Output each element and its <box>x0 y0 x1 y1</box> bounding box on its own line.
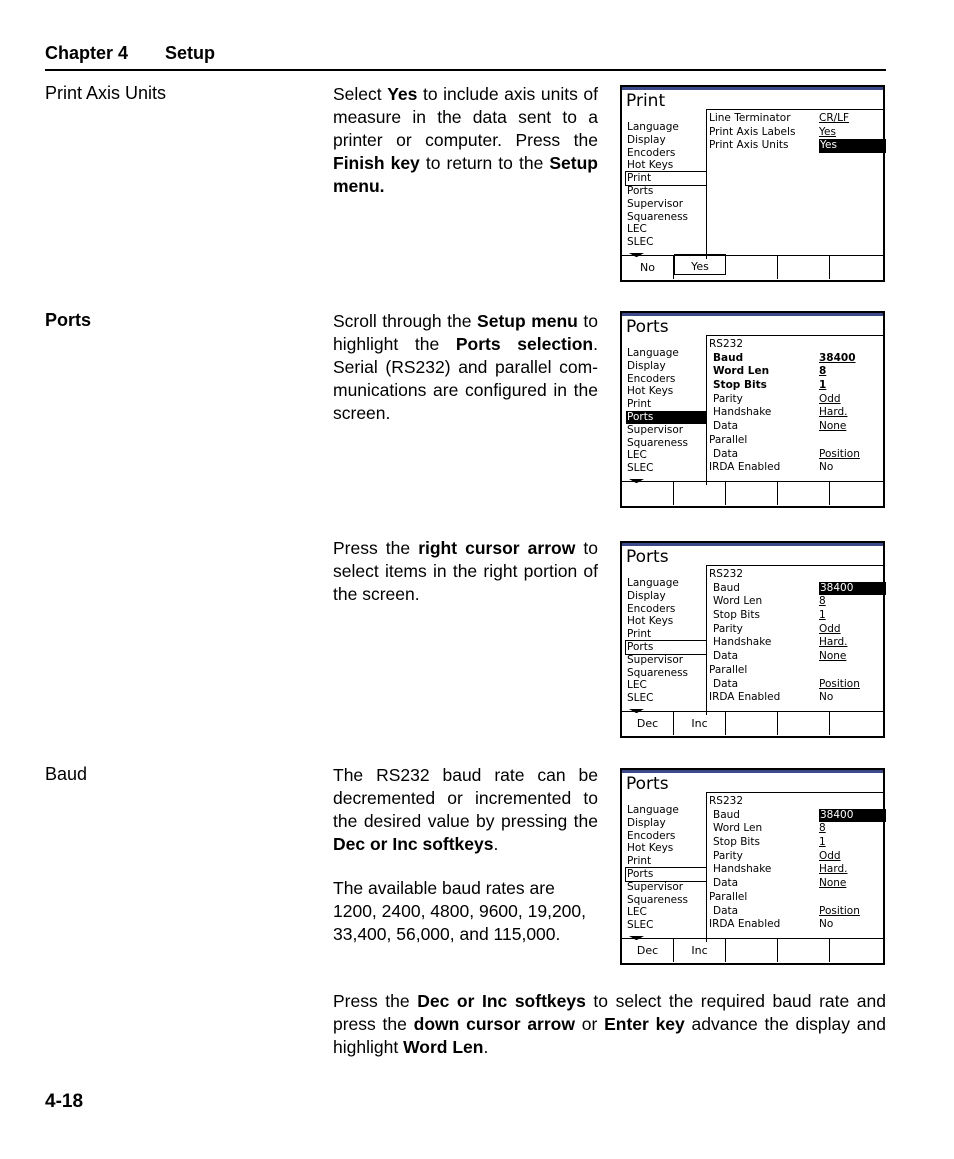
menu-item-language[interactable]: Language <box>627 577 679 589</box>
emphasis: Setup menu. <box>333 153 598 196</box>
menu-item-squareness[interactable]: Squareness <box>627 436 689 449</box>
dro-screen-2 <box>620 311 885 508</box>
emphasis: Ports selection <box>455 334 594 354</box>
menu-item-lec[interactable]: LEC <box>627 223 647 236</box>
setting-row[interactable] <box>709 582 879 596</box>
menu-item-lec[interactable]: LEC <box>627 449 647 462</box>
setting-label: Word Len <box>713 822 763 835</box>
menu-item-squareness[interactable]: Squareness <box>627 210 689 223</box>
emphasis: Dec or Inc softkeys <box>333 834 494 854</box>
divider <box>706 109 883 110</box>
setting-label: Word Len <box>713 365 770 378</box>
setting-label: Baud <box>713 351 744 364</box>
setting-value[interactable]: 8 <box>819 595 826 608</box>
setting-label: Word Len <box>713 595 763 608</box>
setting-row[interactable] <box>709 664 879 678</box>
softkey-dec[interactable]: Dec <box>622 939 674 962</box>
dro-screen-1 <box>620 85 885 282</box>
menu-item-hot-keys[interactable]: Hot Keys <box>627 615 674 628</box>
divider <box>706 565 883 566</box>
softkey-blank[interactable] <box>830 939 883 962</box>
settings-list <box>709 112 879 153</box>
softkey-blank[interactable] <box>726 939 778 962</box>
setting-row[interactable] <box>709 822 879 836</box>
setting-value[interactable]: 1 <box>819 836 826 849</box>
menu-item-hot-keys[interactable]: Hot Keys <box>627 385 674 398</box>
setting-label: IRDA Enabled <box>709 461 781 474</box>
menu-item-language[interactable]: Language <box>627 804 679 816</box>
setting-label: Print Axis Labels <box>709 125 796 138</box>
menu-item-print[interactable]: Print <box>626 172 706 185</box>
setting-label: Data <box>713 904 739 917</box>
emphasis: Finish key <box>333 153 420 173</box>
setting-value[interactable]: Yes <box>819 139 886 153</box>
setting-value[interactable]: Position <box>819 904 860 917</box>
setting-label: Parallel <box>709 890 748 903</box>
setting-value[interactable]: 8 <box>819 365 827 378</box>
softkey-blank[interactable] <box>674 482 726 505</box>
setting-row[interactable] <box>709 112 879 126</box>
softkey-blank[interactable] <box>778 256 830 279</box>
setting-row[interactable] <box>709 126 879 140</box>
menu-item-display[interactable]: Display <box>627 589 666 602</box>
page-number: 4-18 <box>45 1091 84 1112</box>
setting-row[interactable] <box>709 636 879 650</box>
setting-label: Parallel <box>709 433 748 446</box>
setting-value[interactable]: 1 <box>819 609 826 622</box>
setup-menu <box>626 577 706 726</box>
menu-item-slec[interactable]: SLEC <box>627 236 654 249</box>
setting-row[interactable] <box>709 918 879 932</box>
softkey-yes[interactable]: Yes <box>674 254 726 275</box>
setting-value[interactable]: 8 <box>819 822 826 835</box>
setting-row[interactable] <box>709 863 879 877</box>
menu-item-language[interactable]: Language <box>627 347 679 359</box>
setting-label: Stop Bits <box>713 836 760 849</box>
setting-row[interactable] <box>709 420 879 434</box>
setting-label: RS232 <box>709 568 744 580</box>
menu-item-squareness[interactable]: Squareness <box>627 893 689 906</box>
menu-item-print[interactable]: Print <box>627 398 652 411</box>
page-header <box>45 42 886 71</box>
menu-item-encoders[interactable]: Encoders <box>627 146 676 159</box>
setting-row[interactable] <box>709 461 879 475</box>
softkey-blank[interactable] <box>830 482 883 505</box>
setting-row[interactable] <box>709 609 879 623</box>
section-title: Setup <box>165 43 216 63</box>
screen-topbar <box>622 543 883 546</box>
menu-item-lec[interactable]: LEC <box>627 679 647 692</box>
setting-value[interactable]: Odd <box>819 622 841 635</box>
emphasis: Setup menu <box>477 311 578 331</box>
menu-item-ports[interactable]: Ports <box>626 411 707 424</box>
softkey-blank[interactable] <box>778 712 830 735</box>
label-ports: Ports <box>45 310 92 330</box>
setting-value[interactable]: None <box>819 420 847 433</box>
softkey-blank[interactable] <box>726 712 778 735</box>
setting-row[interactable] <box>709 338 879 352</box>
setting-row[interactable] <box>709 891 879 905</box>
menu-item-ports[interactable]: Ports <box>626 641 706 654</box>
emphasis: down cursor arrow <box>413 1014 575 1034</box>
softkey-no[interactable]: No <box>622 256 674 279</box>
setting-label: Handshake <box>713 636 772 649</box>
menu-item-display[interactable]: Display <box>627 133 666 146</box>
emphasis: Dec or Inc softkeys <box>417 991 586 1011</box>
para-print-axis-units: Select Yes to include axis units of measure in the data sent to a printer or computer. Press the Finish key to return to the Setup menu. <box>333 84 599 196</box>
setup-menu <box>626 347 706 496</box>
label-baud: Baud <box>45 764 88 784</box>
menu-item-hot-keys[interactable]: Hot Keys <box>627 159 674 172</box>
softkey-bar <box>622 938 883 963</box>
setting-label: Line Terminator <box>709 112 791 124</box>
setting-value[interactable]: Yes <box>819 125 836 138</box>
emphasis: Yes <box>387 84 418 104</box>
divider <box>706 109 707 259</box>
screen-topbar <box>622 770 883 773</box>
softkey-inc[interactable]: Inc <box>674 939 726 962</box>
emphasis: right cursor arrow <box>418 538 576 558</box>
menu-item-supervisor[interactable]: Supervisor <box>627 197 684 210</box>
chapter-label: Chapter 4 <box>45 43 129 63</box>
settings-list <box>709 568 879 705</box>
setting-value[interactable]: Hard. <box>819 863 848 876</box>
menu-item-encoders[interactable]: Encoders <box>627 829 676 842</box>
setting-row[interactable] <box>709 379 879 393</box>
emphasis: Word Len <box>403 1037 484 1057</box>
menu-item-display[interactable]: Display <box>627 816 666 829</box>
menu-item-supervisor[interactable]: Supervisor <box>627 423 684 436</box>
softkey-dec[interactable]: Dec <box>622 712 674 735</box>
screen-title: Ports <box>626 547 669 567</box>
setting-row[interactable] <box>709 352 879 366</box>
setting-label: RS232 <box>709 795 744 807</box>
menu-item-encoders[interactable]: Encoders <box>627 372 676 385</box>
setting-value[interactable]: None <box>819 650 847 663</box>
setup-menu <box>626 121 706 270</box>
para-final: Press the Dec or Inc softkeys to select the required baud rate and press the down cursor arrow or Enter key advance the display and highlight Word Len. <box>333 991 886 1057</box>
setting-row[interactable] <box>709 877 879 891</box>
setting-label: Print Axis Units <box>709 139 789 152</box>
setting-row[interactable] <box>709 836 879 850</box>
label-print-axis-units: Print Axis Units <box>45 83 167 103</box>
setting-label: Data <box>713 677 739 690</box>
dro-screen-4 <box>620 768 885 965</box>
menu-item-print[interactable]: Print <box>627 855 652 868</box>
setting-label: Baud <box>713 581 740 594</box>
setting-value[interactable]: CR/LF <box>819 112 850 124</box>
setting-label: Parity <box>713 622 743 635</box>
settings-list <box>709 338 879 475</box>
setting-row[interactable] <box>709 406 879 420</box>
setting-label: Parity <box>713 392 743 405</box>
screen-title: Print <box>626 91 666 111</box>
setting-row[interactable] <box>709 650 879 664</box>
menu-item-lec[interactable]: LEC <box>627 906 647 919</box>
softkey-inc[interactable]: Inc <box>674 712 726 735</box>
setting-value[interactable]: Odd <box>819 849 841 862</box>
setting-value[interactable]: Hard. <box>819 636 848 649</box>
menu-item-hot-keys[interactable]: Hot Keys <box>627 842 674 855</box>
menu-item-ports[interactable]: Ports <box>627 184 654 197</box>
divider <box>706 792 707 942</box>
setting-row[interactable] <box>709 139 879 153</box>
softkey-blank[interactable] <box>830 712 883 735</box>
setting-value[interactable]: Hard. <box>819 406 848 419</box>
menu-item-supervisor[interactable]: Supervisor <box>627 880 684 893</box>
setting-row[interactable] <box>709 365 879 379</box>
menu-item-display[interactable]: Display <box>627 359 666 372</box>
menu-item-encoders[interactable]: Encoders <box>627 602 676 615</box>
setting-row[interactable] <box>709 595 879 609</box>
menu-item-squareness[interactable]: Squareness <box>627 666 689 679</box>
setting-value[interactable]: 38400 <box>819 809 886 823</box>
setting-row[interactable] <box>709 850 879 864</box>
softkey-bar <box>622 481 883 506</box>
setting-row[interactable] <box>709 568 879 582</box>
setting-label: Parallel <box>709 663 748 676</box>
menu-item-language[interactable]: Language <box>627 121 679 133</box>
setting-label: IRDA Enabled <box>709 691 781 704</box>
setting-label: RS232 <box>709 338 744 350</box>
softkey-bar <box>622 711 883 736</box>
setting-value[interactable]: No <box>819 691 834 704</box>
softkey-blank[interactable] <box>726 256 778 279</box>
menu-item-slec[interactable]: SLEC <box>627 462 654 475</box>
setting-row[interactable] <box>709 623 879 637</box>
setting-value[interactable]: 38400 <box>819 351 856 364</box>
menu-item-ports[interactable]: Ports <box>626 868 706 881</box>
setting-label: Stop Bits <box>713 379 767 392</box>
softkey-bar <box>622 255 883 280</box>
setting-label: Data <box>713 420 739 433</box>
setting-value[interactable]: No <box>819 918 834 931</box>
menu-item-supervisor[interactable]: Supervisor <box>627 653 684 666</box>
para-baud-rates: The available baud rates are 1200, 2400, 4800, 9600, 19,200, 33,400, 56,000, and 115,000. <box>333 878 587 944</box>
setting-label: Data <box>713 650 739 663</box>
divider <box>706 792 883 793</box>
emphasis: Enter key <box>604 1014 685 1034</box>
setting-row[interactable] <box>709 795 879 809</box>
softkey-blank[interactable] <box>778 482 830 505</box>
setting-value[interactable]: 38400 <box>819 582 886 596</box>
setting-label: Handshake <box>713 406 772 419</box>
para-baud: The RS232 baud rate can be decremented or incremented to the desired value by pressing the Dec or Inc softkeys. <box>333 765 598 854</box>
screen-title: Ports <box>626 774 669 794</box>
softkey-blank[interactable] <box>778 939 830 962</box>
setting-row[interactable] <box>709 905 879 919</box>
setting-value[interactable]: Position <box>819 447 860 460</box>
setting-row[interactable] <box>709 809 879 823</box>
para-ports: Scroll through the Setup menu to highlight the Ports selection. Serial (RS232) and parallel com-munications are configured in the screen. <box>333 311 599 423</box>
setting-value[interactable]: No <box>819 461 834 474</box>
softkey-blank[interactable] <box>622 482 674 505</box>
setting-row[interactable] <box>709 393 879 407</box>
screen-topbar <box>622 313 883 316</box>
dro-screen-3 <box>620 541 885 738</box>
setting-label: Baud <box>713 808 740 821</box>
softkey-blank[interactable] <box>726 482 778 505</box>
setting-row[interactable] <box>709 434 879 448</box>
setting-row[interactable] <box>709 678 879 692</box>
setup-menu <box>626 804 706 953</box>
setting-value[interactable]: None <box>819 877 847 890</box>
screen-topbar <box>622 87 883 90</box>
setting-label: Data <box>713 447 739 460</box>
divider <box>706 335 883 336</box>
settings-list <box>709 795 879 932</box>
setting-row[interactable] <box>709 691 879 705</box>
setting-label: Parity <box>713 849 743 862</box>
setting-value[interactable]: 1 <box>819 379 827 392</box>
menu-item-slec[interactable]: SLEC <box>627 692 654 705</box>
setting-value[interactable]: Odd <box>819 392 841 405</box>
setting-value[interactable]: Position <box>819 677 860 690</box>
para-right-cursor: Press the right cursor arrow to select items in the right portion of the screen. <box>333 538 598 604</box>
setting-label: Stop Bits <box>713 609 760 622</box>
menu-item-slec[interactable]: SLEC <box>627 919 654 932</box>
setting-label: Handshake <box>713 863 772 876</box>
divider <box>706 565 707 715</box>
setting-row[interactable] <box>709 448 879 462</box>
menu-item-print[interactable]: Print <box>627 628 652 641</box>
softkey-blank[interactable] <box>830 256 883 279</box>
setting-label: IRDA Enabled <box>709 918 781 931</box>
screen-title: Ports <box>626 317 669 337</box>
setting-label: Data <box>713 877 739 890</box>
